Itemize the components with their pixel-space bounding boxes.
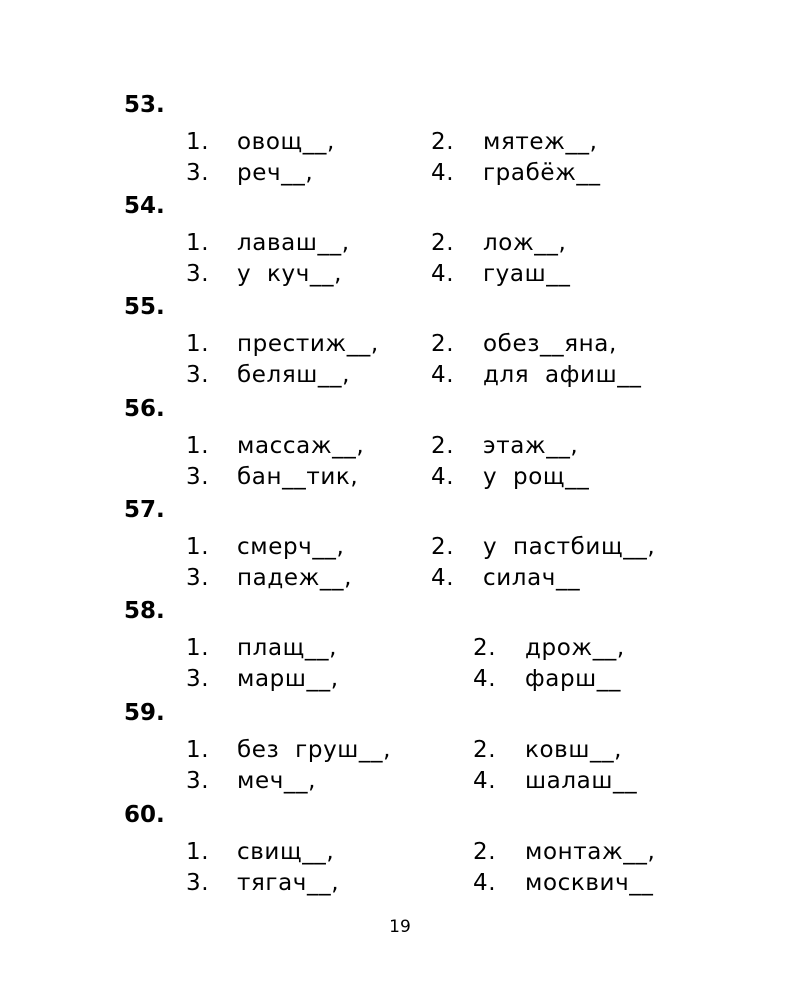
option-number: 3. <box>186 362 210 388</box>
option-number: 2. <box>431 230 455 256</box>
option-number: 2. <box>431 534 455 560</box>
option-row <box>0 632 800 664</box>
option-word: лож__, <box>483 230 567 256</box>
option-number: 3. <box>186 160 210 186</box>
option-number: 1. <box>186 839 210 865</box>
option-word: плащ__, <box>237 635 338 661</box>
option-number: 1. <box>186 534 210 560</box>
option-row <box>0 461 800 493</box>
option-word: грабёж__ <box>483 160 601 186</box>
option-row <box>0 157 800 189</box>
exercise-56 <box>0 396 800 508</box>
option-row <box>0 258 800 290</box>
option-number: 3. <box>186 261 210 287</box>
option-word: у пастбищ__, <box>483 534 656 560</box>
option-number: 3. <box>186 565 210 591</box>
option-number: 1. <box>186 331 210 357</box>
option-number: 2. <box>431 129 455 155</box>
option-word: лаваш__, <box>237 230 350 256</box>
option-word: свищ__, <box>237 839 335 865</box>
option-word: для афиш__ <box>483 362 642 388</box>
option-word: мятеж__, <box>483 129 598 155</box>
option-row <box>0 867 800 899</box>
option-word: овощ__, <box>237 129 335 155</box>
option-word: массаж__, <box>237 433 365 459</box>
option-number: 3. <box>186 464 210 490</box>
option-number: 4. <box>473 768 497 794</box>
exercise-60 <box>0 802 800 914</box>
option-word: меч__, <box>237 768 317 794</box>
option-row <box>0 359 800 391</box>
option-row <box>0 430 800 462</box>
option-number: 3. <box>186 870 210 896</box>
exercise-53 <box>0 92 800 204</box>
option-word: марш__, <box>237 666 339 692</box>
option-number: 2. <box>473 737 497 763</box>
page-number: 19 <box>389 917 411 937</box>
option-number: 4. <box>431 160 455 186</box>
option-row <box>0 227 800 259</box>
exercise-58 <box>0 598 800 710</box>
option-word: без груш__, <box>237 737 392 763</box>
option-word: беляш__, <box>237 362 351 388</box>
option-number: 1. <box>186 433 210 459</box>
option-number: 1. <box>186 129 210 155</box>
option-number: 4. <box>431 565 455 591</box>
option-word: бан__тик, <box>237 464 359 490</box>
exercise-54 <box>0 193 800 305</box>
option-number: 4. <box>473 666 497 692</box>
exercise-number: 60. <box>124 802 165 828</box>
option-row <box>0 126 800 158</box>
option-number: 1. <box>186 230 210 256</box>
option-word: обез__яна, <box>483 331 617 357</box>
exercise-57 <box>0 497 800 609</box>
option-row <box>0 663 800 695</box>
option-word: ковш__, <box>525 737 623 763</box>
option-word: престиж__, <box>237 331 379 357</box>
exercise-59 <box>0 700 800 812</box>
exercise-number: 53. <box>124 92 165 118</box>
option-word: фарш__ <box>525 666 622 692</box>
option-number: 4. <box>431 362 455 388</box>
option-word: монтаж__, <box>525 839 656 865</box>
option-number: 2. <box>473 839 497 865</box>
option-number: 2. <box>431 331 455 357</box>
option-word: силач__ <box>483 565 581 591</box>
option-word: реч__, <box>237 160 314 186</box>
option-word: шалаш__ <box>525 768 638 794</box>
option-word: гуаш__ <box>483 261 571 287</box>
option-row <box>0 765 800 797</box>
option-word: у рощ__ <box>483 464 590 490</box>
exercise-number: 55. <box>124 294 165 320</box>
exercise-number: 54. <box>124 193 165 219</box>
option-number: 3. <box>186 666 210 692</box>
option-number: 2. <box>473 635 497 661</box>
option-word: этаж__, <box>483 433 579 459</box>
option-word: падеж__, <box>237 565 353 591</box>
option-word: москвич__ <box>525 870 654 896</box>
option-row <box>0 562 800 594</box>
option-row <box>0 328 800 360</box>
option-row <box>0 734 800 766</box>
option-number: 1. <box>186 737 210 763</box>
exercise-number: 56. <box>124 396 165 422</box>
option-number: 4. <box>431 464 455 490</box>
option-word: тягач__, <box>237 870 340 896</box>
option-number: 3. <box>186 768 210 794</box>
option-number: 4. <box>473 870 497 896</box>
exercise-number: 58. <box>124 598 165 624</box>
exercise-55 <box>0 294 800 406</box>
option-word: дрож__, <box>525 635 625 661</box>
exercise-number: 59. <box>124 700 165 726</box>
exercise-number: 57. <box>124 497 165 523</box>
option-number: 2. <box>431 433 455 459</box>
option-row <box>0 531 800 563</box>
option-number: 1. <box>186 635 210 661</box>
option-word: смерч__, <box>237 534 345 560</box>
option-number: 4. <box>431 261 455 287</box>
option-row <box>0 836 800 868</box>
option-word: у куч__, <box>237 261 343 287</box>
